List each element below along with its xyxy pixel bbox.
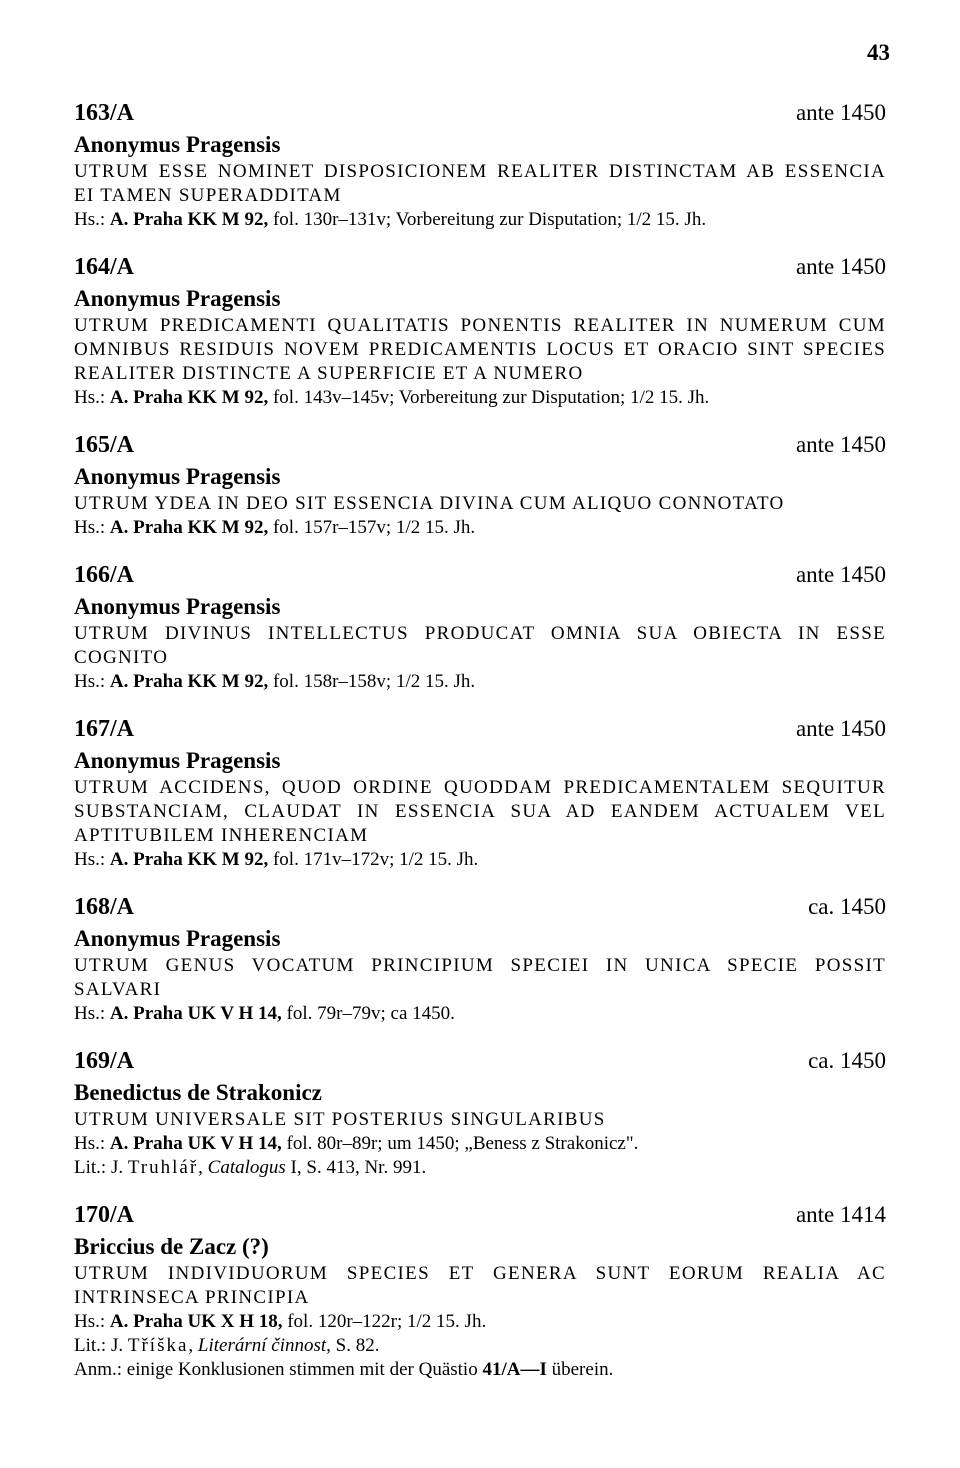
entry-title: UTRUM INDIVIDUORUM SPECIES ET GENERA SUNT EORUM REALIA AC INTRINSECA PRINCIPIA [74, 1263, 886, 1308]
entry-date: ca. 1450 [808, 894, 886, 919]
entry-title: UTRUM ESSE NOMINET DISPOSICIONEM REALITER DISTINCTAM AB ESSENCIA EI TAMEN SUPERADDITAM [74, 161, 886, 206]
literature-author: Tříška [127, 1335, 189, 1356]
manuscript-shelfmark: A. Praha KK M 92, [109, 209, 269, 230]
manuscript-shelfmark: A. Praha KK M 92, [109, 849, 269, 870]
catalog-entry [74, 716, 886, 872]
manuscript-details: fol. 158r–158v; 1/2 15. Jh. [268, 671, 476, 692]
entry-id: 168/A [74, 894, 134, 920]
entry-header [74, 894, 886, 924]
manuscript-label: Hs.: [74, 1133, 110, 1154]
catalog-entry [74, 894, 886, 1026]
manuscript-label: Hs.: [74, 387, 110, 408]
manuscript-shelfmark: A. Praha KK M 92, [109, 387, 269, 408]
entry-manuscript [74, 516, 886, 540]
annotation-label: Anm.: [74, 1359, 127, 1380]
entry-date: ante 1450 [795, 716, 886, 741]
entry-id: 165/A [74, 432, 134, 458]
manuscript-shelfmark: A. Praha UK V H 14, [109, 1133, 282, 1154]
manuscript-label: Hs.: [74, 209, 110, 230]
catalog-entry [74, 562, 886, 694]
literature-author-initial: J. [110, 1335, 128, 1356]
manuscript-shelfmark: A. Praha KK M 92, [109, 517, 269, 538]
entry-author: Anonymus Pragensis [74, 132, 281, 157]
manuscript-label: Hs.: [74, 1311, 110, 1332]
entry-title: UTRUM PREDICAMENTI QUALITATIS PONENTIS REALITER IN NUMERUM CUM OMNIBUS RESIDUIS NOVEM PREDICAMENTIS LOCUS ET ORACIO SINT SPECIES REALITER DISTINCTE A SUPERFICIE ET A NUMERO [74, 315, 886, 384]
literature-author: Truhlář [127, 1157, 199, 1178]
entry-id: 164/A [74, 254, 134, 280]
literature-work: Catalogus [207, 1157, 286, 1178]
manuscript-label: Hs.: [74, 517, 110, 538]
annotation-reference: 41/A—I [482, 1359, 547, 1380]
manuscript-shelfmark: A. Praha UK X H 18, [109, 1311, 283, 1332]
manuscript-label: Hs.: [74, 671, 110, 692]
entry-id: 166/A [74, 562, 134, 588]
entry-author: Anonymus Pragensis [74, 926, 281, 951]
entry-header [74, 432, 886, 462]
catalog-entry [74, 1202, 886, 1382]
entry-literature [74, 1156, 886, 1180]
entry-date: ante 1450 [795, 254, 886, 279]
literature-label: Lit.: [74, 1335, 111, 1356]
entry-author: Briccius de Zacz (?) [74, 1234, 269, 1259]
entry-date: ante 1450 [795, 562, 886, 587]
manuscript-details: fol. 79r–79v; ca 1450. [281, 1003, 455, 1024]
entry-id: 169/A [74, 1048, 134, 1074]
entry-manuscript [74, 848, 886, 872]
literature-details: I, S. 413, Nr. 991. [285, 1157, 427, 1178]
entry-header [74, 1202, 886, 1232]
entry-id: 163/A [74, 100, 134, 126]
entry-date: ante 1414 [795, 1202, 886, 1227]
literature-separator: , [188, 1335, 198, 1356]
entry-manuscript [74, 208, 886, 232]
entry-id: 170/A [74, 1202, 134, 1228]
entry-date: ante 1450 [795, 100, 886, 125]
entry-annotation [74, 1358, 886, 1382]
entry-author: Anonymus Pragensis [74, 464, 281, 489]
manuscript-details: fol. 157r–157v; 1/2 15. Jh. [268, 517, 476, 538]
literature-separator: , [198, 1157, 208, 1178]
entry-literature [74, 1334, 886, 1358]
manuscript-details: fol. 171v–172v; 1/2 15. Jh. [268, 849, 479, 870]
literature-work: Literární činnost [197, 1335, 327, 1356]
entry-manuscript [74, 1310, 886, 1334]
entry-title: UTRUM GENUS VOCATUM PRINCIPIUM SPECIEI IN UNICA SPECIE POSSIT SALVARI [74, 955, 886, 1000]
catalog-entry [74, 432, 886, 540]
entry-title: UTRUM DIVINUS INTELLECTUS PRODUCAT OMNIA SUA OBIECTA IN ESSE COGNITO [74, 623, 886, 668]
entry-manuscript [74, 386, 886, 410]
literature-details: , S. 82. [326, 1335, 380, 1356]
catalog-content [74, 100, 886, 1404]
entry-header [74, 100, 886, 130]
entry-header [74, 254, 886, 284]
entry-header [74, 562, 886, 592]
literature-author-initial: J. [110, 1157, 128, 1178]
manuscript-label: Hs.: [74, 849, 110, 870]
manuscript-details: fol. 143v–145v; Vorbereitung zur Disputation; 1/2 15. Jh. [268, 387, 710, 408]
annotation-text: einige Konklusionen stimmen mit der Quästio [126, 1359, 483, 1380]
manuscript-shelfmark: A. Praha UK V H 14, [109, 1003, 282, 1024]
manuscript-label: Hs.: [74, 1003, 110, 1024]
entry-title: UTRUM UNIVERSALE SIT POSTERIUS SINGULARIBUS [74, 1109, 606, 1130]
entry-manuscript [74, 670, 886, 694]
entry-id: 167/A [74, 716, 134, 742]
entry-manuscript [74, 1132, 886, 1156]
catalog-entry [74, 1048, 886, 1180]
entry-header [74, 1048, 886, 1078]
manuscript-details: fol. 80r–89r; um 1450; „Beness z Strakonicz". [281, 1133, 639, 1154]
catalog-entry [74, 100, 886, 232]
entry-date: ante 1450 [795, 432, 886, 457]
entry-author: Benedictus de Strakonicz [74, 1080, 322, 1105]
entry-manuscript [74, 1002, 886, 1026]
entry-header [74, 716, 886, 746]
manuscript-details: fol. 130r–131v; Vorbereitung zur Disputation; 1/2 15. Jh. [268, 209, 707, 230]
entry-author: Anonymus Pragensis [74, 286, 281, 311]
literature-label: Lit.: [74, 1157, 111, 1178]
entry-author: Anonymus Pragensis [74, 594, 281, 619]
catalog-entry [74, 254, 886, 410]
manuscript-details: fol. 120r–122r; 1/2 15. Jh. [282, 1311, 487, 1332]
entry-title: UTRUM ACCIDENS, QUOD ORDINE QUODDAM PREDICAMENTALEM SEQUITUR SUBSTANCIAM, CLAUDAT IN ESSENCIA SUA AD EANDEM ACTUALEM VEL APTITUBILEM INHERENCIAM [74, 777, 886, 846]
manuscript-shelfmark: A. Praha KK M 92, [109, 671, 269, 692]
annotation-after: überein. [546, 1359, 614, 1380]
entry-author: Anonymus Pragensis [74, 748, 281, 773]
entry-date: ca. 1450 [808, 1048, 886, 1073]
page-number: 43 [867, 40, 890, 65]
entry-title: UTRUM YDEA IN DEO SIT ESSENCIA DIVINA CUM ALIQUO CONNOTATO [74, 493, 785, 514]
